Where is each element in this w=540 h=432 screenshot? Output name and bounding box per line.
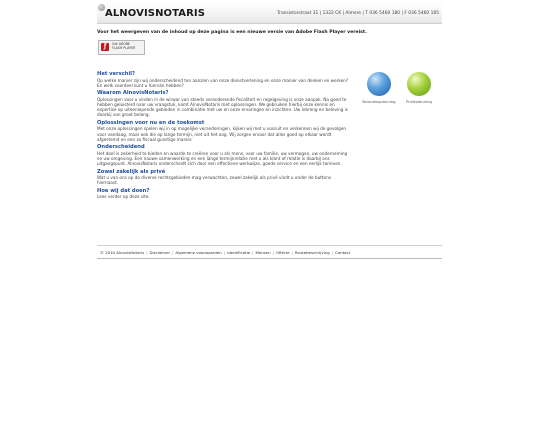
footer-link-offerte[interactable]: Offerte	[275, 250, 290, 255]
logo-text: ALNOVISNOTARIS	[105, 8, 206, 19]
footer-divider	[97, 245, 442, 246]
main-content	[97, 71, 352, 201]
section-title: Het verschil?	[97, 71, 136, 77]
logo[interactable]	[105, 6, 205, 19]
planning-tiles	[359, 72, 439, 106]
footer-copyright: © 2010 AlnovisNotaris	[100, 250, 145, 255]
footer-link-routebeschrijving[interactable]: Routebeschrijving	[294, 250, 330, 255]
section-verschil	[97, 71, 352, 88]
tile-label: Businessplanning	[362, 99, 396, 104]
footer-link-mensen[interactable]: Mensen	[255, 250, 271, 255]
footer-link-disclaimer[interactable]: Disclaimer	[149, 250, 171, 255]
logo-dot-icon	[98, 4, 105, 11]
footer-link-contact[interactable]: Contact	[335, 250, 351, 255]
get-flash-player-button[interactable]	[98, 40, 145, 55]
section-body: Wat u van ons op de diverse rechtsgebieden mag verwachten, zowel zakelijk als privé vindt u onder de buttons hiernaast.	[97, 175, 331, 186]
section-hoe	[97, 188, 352, 200]
section-oplossingen	[97, 120, 352, 142]
section-title: Waarom AlnovisNotaris?	[97, 90, 169, 97]
flash-badge-text	[112, 43, 135, 51]
section-body: Oplossingen voor u vinden in de wirwar van steeds veranderende fiscaliteit en regelgeving is onze aanpak. Na goed te hebben geluisterd naar uw vraagstuk, komt AlnovisNotaris met oplossingen. We gebruiken hierbij onze kennis en expertise op uiteenlopende gebieden in combinatie met uw en onze ervaringen en inzichten. Uw inbreng en beleving is daarbij van groot belang.	[97, 96, 349, 118]
footer-bottom-bar	[97, 258, 442, 259]
flash-icon: ƒ	[101, 43, 109, 51]
flash-notice: Voor het weergeven van de inhoud op deze pagina is een nieuwe versie van Adobe Flash Player vereist.	[97, 30, 367, 35]
blue-sphere-icon	[367, 72, 391, 96]
section-onderscheidend	[97, 144, 352, 166]
businessplanning-button[interactable]	[359, 72, 399, 104]
section-body: Met onze oplossingen spelen wij in op mogelijke veranderingen, kijken wij met u vooruit en verkennen wij de gevolgen voor vandaag, maar ook die op lange termijn, niet uit het oog. Wij zorgen ervoor dat alles goed op elkaar wordt afgestemd en een zo fiscaal gunstige manier.	[97, 126, 347, 142]
tile-label: Privéplanning	[406, 99, 432, 104]
section-body: Het doel is zekerheid te bieden en waarde te creëren voor u als mens, voor uw familie, uw vermogen, uw onderneming en uw omgeving. Een nauwe samenwerking en een lange termijnrelatie met u als klant of relatie is daarbij ons uitgangspunt. AlnovisNotaris onderscheidt zich door een effectieve werkwijze, goede service en een eerlijk tarieven.	[97, 150, 348, 167]
priveplanning-button[interactable]	[399, 72, 439, 104]
section-body: Lees verder op deze site.	[97, 194, 150, 200]
header	[97, 3, 442, 24]
contact-line: Transistorstraat 31 | 1322 CK | Almere | T 036 5460 180 | F 036 5460 185	[277, 11, 439, 16]
flash-badge-line2: FLASH PLAYER	[112, 45, 136, 50]
section-zakelijk-prive	[97, 169, 352, 186]
section-title: Onderscheidend	[97, 144, 145, 151]
footer-link-algemene-voorwaarden[interactable]: Algemene voorwaarden	[175, 250, 222, 255]
footer: © 2010 AlnovisNotaris | Disclaimer | Algemene voorwaarden | Identificatie | Mensen | Offerte | Routebeschrijving | Contact	[100, 250, 351, 255]
page	[97, 0, 442, 432]
section-title: Zowel zakelijk als privé	[97, 168, 166, 175]
flash-badge-line1: Get ADOBE	[112, 42, 131, 46]
section-waarom	[97, 90, 352, 118]
section-title: Oplossingen voor nu en de toekomst	[97, 119, 205, 126]
green-sphere-icon	[407, 72, 431, 96]
section-title: Hoe wij dat doen?	[97, 187, 150, 194]
section-body: Op welke manier zijn wij onderscheidend ten aanzien van onze dienstverlening en onze manier van denken en werken? En welk voordeel kunt u hierván hebben?	[97, 77, 349, 88]
footer-link-identificatie[interactable]: Identificatie	[227, 250, 251, 255]
